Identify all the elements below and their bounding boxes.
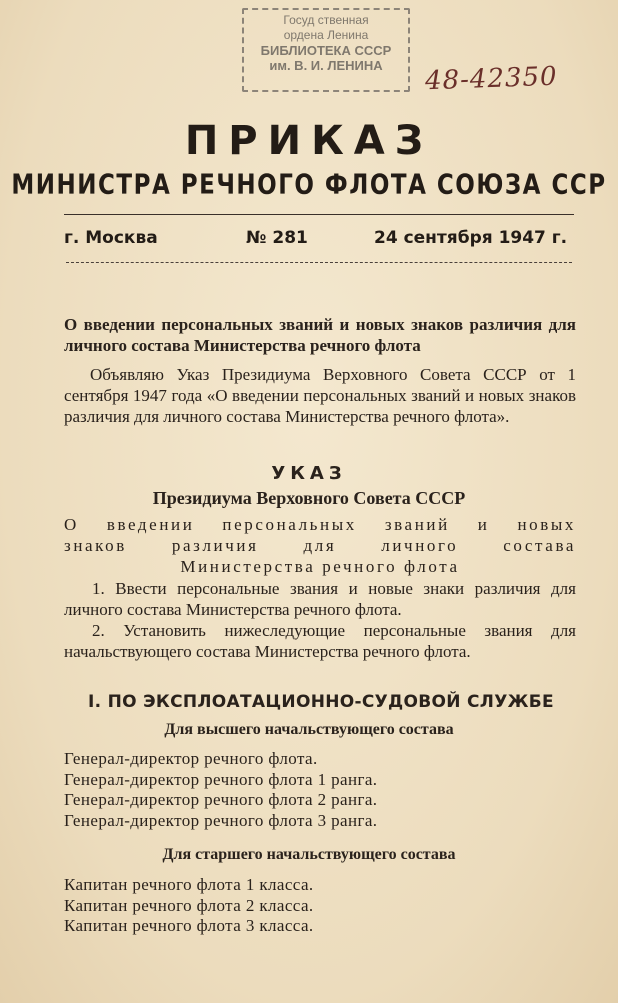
- document-title: ПРИКАЗ: [184, 118, 434, 164]
- header-divider-bottom: [66, 262, 572, 263]
- library-stamp: [242, 8, 410, 92]
- document-number: № 281: [246, 228, 308, 248]
- rank-list-senior: [64, 875, 314, 937]
- ukaz-item-1: 1. Ввести персональные звания и новые знаки различия для личного состава Министерства речного флота.: [64, 579, 576, 619]
- list-item: Генерал-директор речного флота.: [64, 749, 318, 768]
- order-intro: Объявляю Указ Президиума Верховного Совета СССР от 1 сентября 1947 года «О введении персональных званий и новых знаков различия для личного состава Министерства речного флота».: [64, 365, 576, 426]
- ukaz-item-2: 2. Установить нижеследующие персональные звания для начальствующего состава Министерства речного флота.: [64, 621, 576, 661]
- ukaz-heading-line-1: О введении персональных званий и новых: [64, 515, 576, 534]
- document-date: 24 сентября 1947 г.: [374, 228, 568, 248]
- order-subject: О введении персональных званий и новых знаков различия для личного состава Министерства речного флота: [64, 315, 576, 355]
- handwritten-catalog-number: 48-42350: [424, 61, 559, 97]
- list-item: Генерал-директор речного флота 3 ранга.: [64, 810, 378, 830]
- section-heading: I. ПО ЭКСПЛОАТАЦИОННО-СУДОВОЙ СЛУЖБЕ: [88, 692, 554, 712]
- list-item: Генерал-директор речного флота 1 ранга.: [64, 769, 378, 789]
- stamp-line-4: им. В. И. ЛЕНИНА: [269, 58, 383, 73]
- group-heading-senior-command: Для высшего начальствующего состава: [164, 721, 454, 738]
- document-subtitle: МИНИСТРА РЕЧНОГО ФЛОТА СОЮЗА ССР: [11, 169, 607, 201]
- stamp-line-2: ордена Ленина: [283, 28, 369, 42]
- list-item: Капитан речного флота 1 класса.: [64, 875, 314, 894]
- document-city: г. Москва: [64, 228, 158, 248]
- ukaz-title: УКАЗ: [271, 463, 347, 484]
- group-heading-elder-command: Для старшего начальствующего состава: [162, 846, 456, 863]
- list-item: Капитан речного флота 2 класса.: [64, 895, 314, 915]
- stamp-line-1: Госуд ственная: [283, 13, 369, 27]
- list-item: Генерал-директор речного флота 2 ранга.: [64, 790, 378, 809]
- ukaz-heading-line-2: знаков различия для личного состава: [64, 536, 576, 555]
- ukaz-issuer: Президиума Верховного Совета СССР: [152, 488, 466, 508]
- ukaz-heading-line-3: Министерства речного флота: [180, 557, 460, 576]
- list-item: Капитан речного флота 3 класса.: [64, 916, 314, 935]
- header-divider-top: [64, 214, 574, 215]
- stamp-line-3: БИБЛИОТЕКА СССР: [260, 43, 392, 58]
- rank-list-higher: [64, 749, 377, 831]
